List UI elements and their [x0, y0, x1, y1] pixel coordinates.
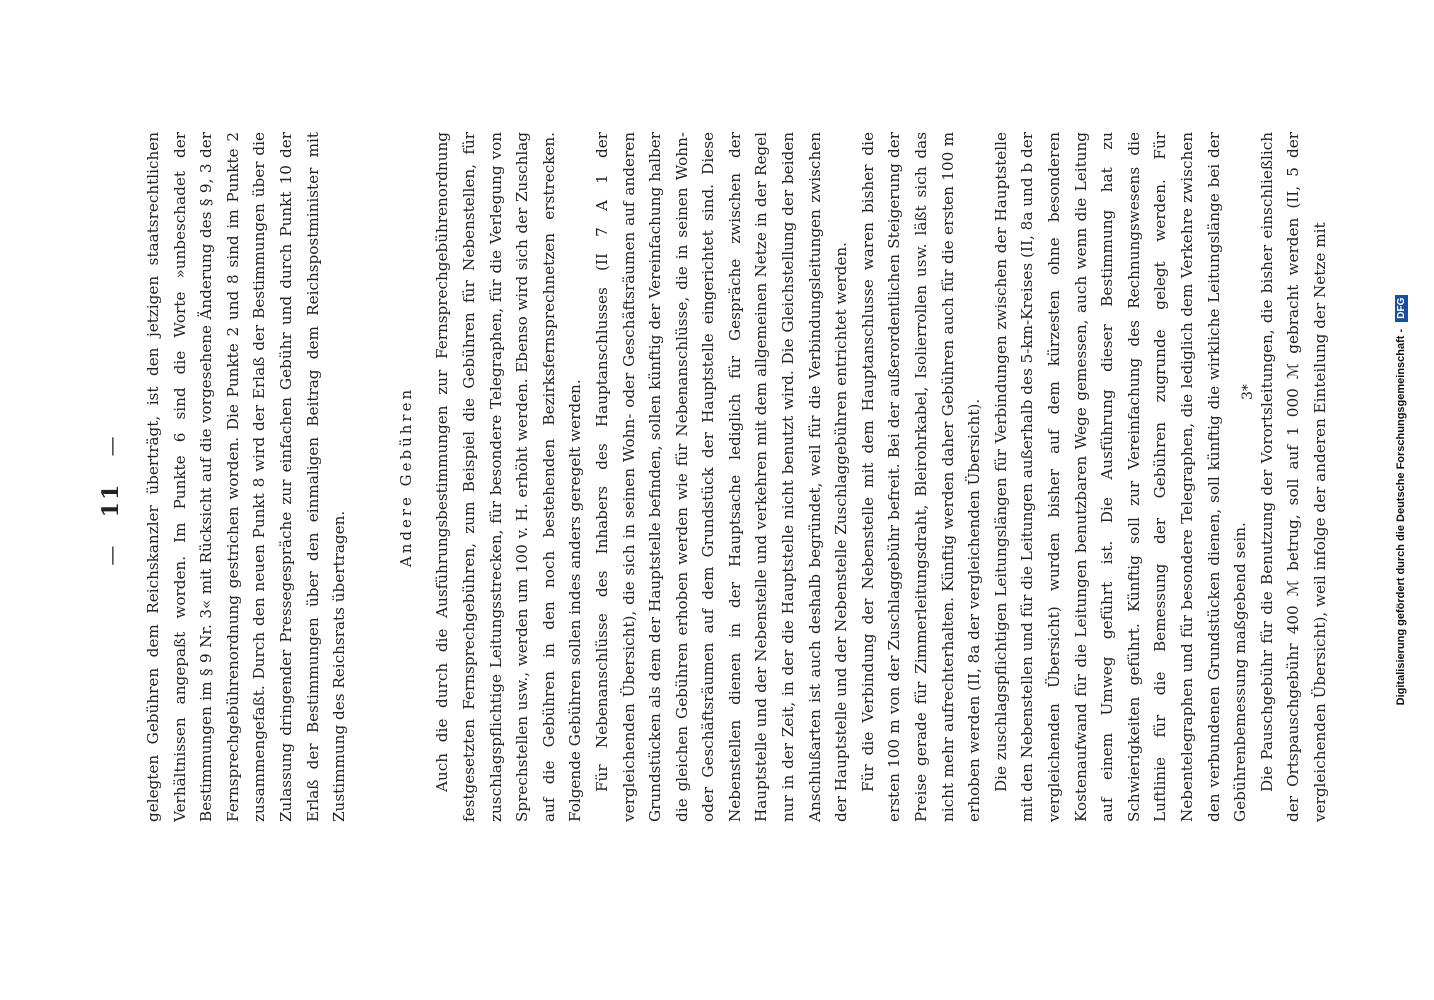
digitization-credit [1395, 0, 1408, 1000]
dfg-logo: DFG [1395, 295, 1408, 322]
page-number [98, 0, 124, 1000]
page-body [140, 132, 1334, 822]
paragraph: Die Pauschgebühr für die Benutzung der Vorortsleitungen, die bisher einschließlich der Ortspauschgebühr 400 ℳ betrug, soll auf 1 000 ℳ gebracht werden (II, 5 der vergleichenden Übersicht), weil infolge der anderen Einteilung der Netze mit [1257, 132, 1329, 822]
paragraph: Für Nebenanschlüsse des Inhabers des Hauptanschlusses (II 7 A 1 der vergleichenden Übersicht), die sich in seinen Wohn- oder Geschäftsräumen auf anderen Grundstücken als dem der Hauptstelle befinden, sollen künftig der Vereinfachung halber die gleichen Gebühren erhoben werden wie für Nebenanschlüsse, die in seinen Wohn- oder Geschäftsräumen auf dem Grundstück der Hauptstelle eingerichtet sind. Diese Nebenstellen dienen in der Hauptsache lediglich für Gespräche zwischen der Hauptstelle und der Nebenstelle und verkehren mit dem allgemeinen Netze in der Regel nur in der Zeit, in der die Hauptstelle nicht benutzt wird. Die Gleichstellung der beiden Anschlußarten ist auch deshalb begründet, weil für die Verbindungsleitungen zwischen der Hauptstelle und der Nebenstelle Zuschlaggebühren entrichtet werden. [592, 132, 851, 822]
page-number-prefix: — [99, 543, 123, 566]
sheet-signature-mark: 3* [1240, 384, 1256, 400]
section-heading: Andere Gebühren [396, 386, 415, 568]
paragraph: Für die Verbindung der Nebenstelle mit dem Hauptanschlusse waren bisher die ersten 100 m von der Zuschlaggebühr befreit. Bei der außerordentlichen Steigerung der Preise gerade für Zimmerleitungsdraht, Bleirohrkabel, Isolierrollen usw. läßt sich das nicht mehr aufrechterhalten. Künftig werden daher Gebühren auch für die ersten 100 m erhoben werden (II, 8a der vergleichenden Übersicht). [858, 132, 984, 822]
page-number-suffix: — [99, 434, 123, 457]
paragraph-intro: gelegten Gebühren dem Reichskanzler überträgt, ist den jetzigen staatsrechtlichen Verhältnissen angepaßt worden. Im Punkte 6 sind die Worte »unbeschadet der Bestimmungen im § 9 Nr. 3« mit Rücksicht auf die vorgesehene Änderung des § 9, 3 der Fernsprechgebührenordnung gestrichen worden. Die Punkte 2 und 8 sind im Punkte 2 zusammengefaßt. Durch den neuen Punkt 8 wird der Erlaß der Bestimmungen über die Zulassung dringender Pressegespräche zur einfachen Gebühr und durch Punkt 10 der Erlaß der Bestimmungen über den einmaligen Beitrag dem Reichspostminister mit Zustimmung des Reichsrats übertragen. [144, 132, 349, 822]
paragraph: Die zuschlagspflichtigen Leitungslängen für Verbindungen zwischen der Hauptstelle mit den Nebenstellen und für die Leitungen außerhalb des 5-km-Kreises (II, 8a und b der vergleichenden Übersicht) wurden bisher auf dem kürzesten ohne besonderen Kostenaufwand für die Leitungen benutzbaren Wege gemessen, auch wenn die Leitung auf einem Umweg geführt ist. Die Ausführung dieser Bestimmung hat zu Schwierigkeiten geführt. Künftig soll zur Vereinfachung des Rechnungswesens die Luftlinie für die Bemessung der Gebühren zugrunde gelegt werden. Für Nebentelegraphen und für besondere Telegraphen, die lediglich dem Verkehre zwischen den verbundenen Grundstücken dienen, soll künftig die wirkliche Leitungslänge bei der Gebührenbemessung maßgebend sein. [991, 132, 1250, 822]
paragraph: Auch die durch die Ausführungsbestimmungen zur Fernsprechgebührenordnung festgesetzten Fernsprechgebühren, zum Beispiel die Gebühren für Nebenstellen, für zuschlagspflichtige Leitungsstrecken, für besondere Telegraphen, für die Verlegung von Sprechstellen usw., werden um 100 v. H. erhöht werden. Ebenso wird sich der Zuschlag auf die Gebühren in den noch bestehenden Bezirksfernsprechnetzen erstrecken. Folgende Gebühren sollen indes anders geregelt werden. [433, 132, 585, 822]
page-number-value: 11 [98, 482, 124, 518]
digitization-credit-text: Digitalisierung gefördert durch die Deutsche Forschungsgemeinschaft - [1395, 328, 1407, 706]
